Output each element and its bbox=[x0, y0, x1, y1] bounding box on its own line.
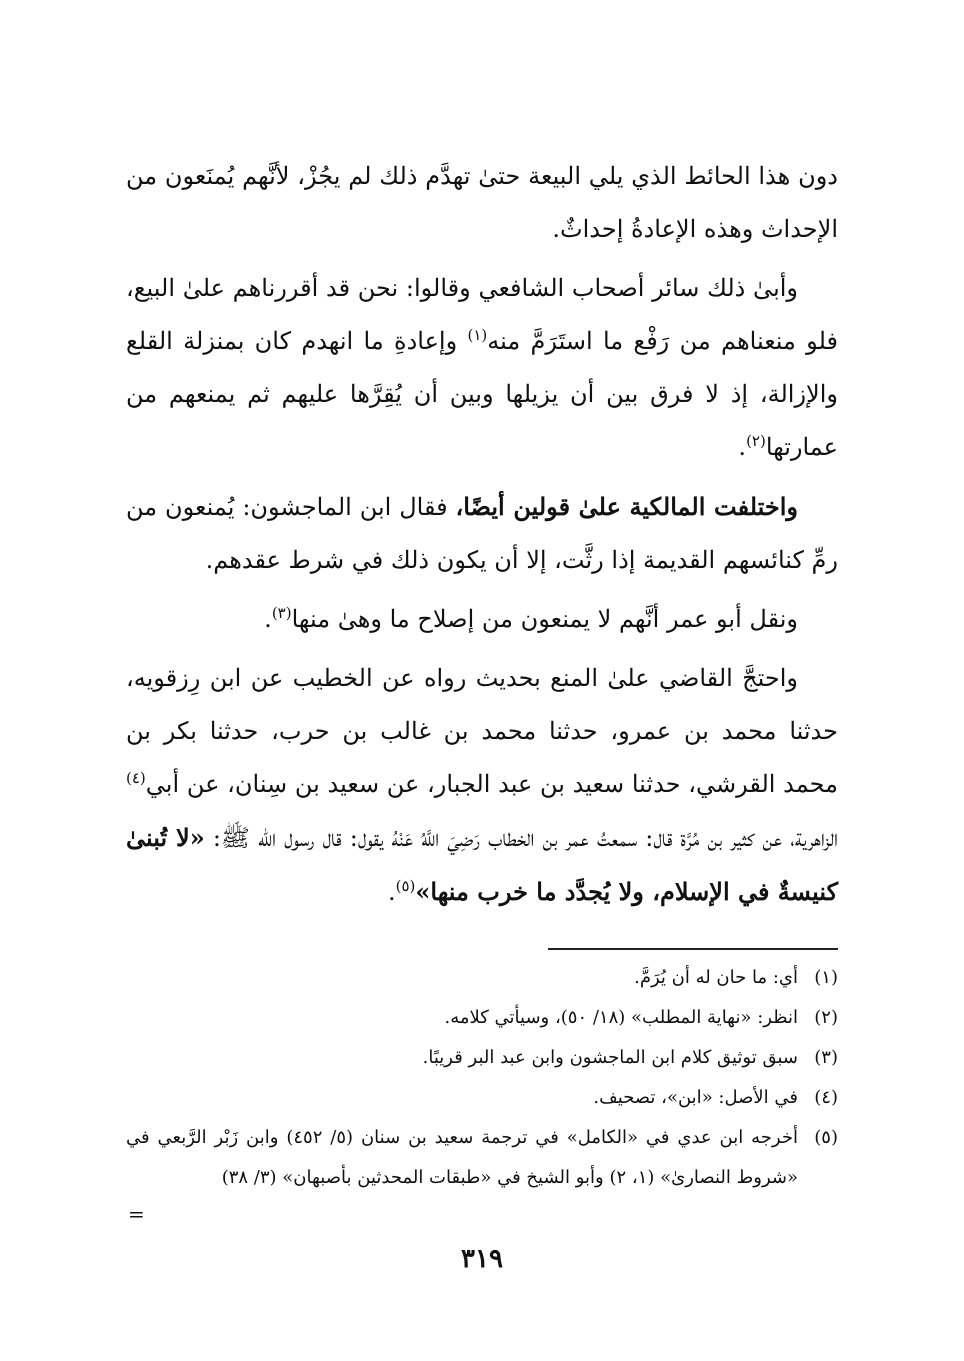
footnote-number: (١) bbox=[814, 967, 838, 988]
footnote-ref-4[interactable]: (٤) bbox=[126, 769, 146, 787]
page-number: ٣١٩ bbox=[461, 1244, 503, 1274]
paragraph-5-text-b: الزاهرية، عن كثير بن مُرَّة قال: سمعتُ عمر بن الخطاب رَضِيَ اللَّهُ عَنْهُ يقول: قال رسول الله ﷺ: bbox=[204, 824, 839, 852]
footnote-number: (٥) bbox=[814, 1127, 838, 1148]
paragraph-3-lead: واختلفت المالكية علىٰ قولين أيضًا، bbox=[455, 492, 798, 521]
footnote-2 bbox=[126, 998, 838, 1038]
footnotes-section bbox=[126, 958, 838, 1198]
footnote-number: (٤) bbox=[814, 1087, 838, 1108]
footnote-ref-1[interactable]: (١) bbox=[467, 326, 488, 344]
footnote-text: أي: ما حان له أن يُرَمَّ. bbox=[634, 967, 798, 988]
main-text bbox=[126, 150, 838, 925]
paragraph-5 bbox=[126, 652, 838, 919]
footnote-ref-5[interactable]: (٥) bbox=[395, 877, 416, 895]
footnote-divider bbox=[548, 948, 838, 950]
paragraph-1 bbox=[126, 150, 838, 256]
footnote-number: (٢) bbox=[814, 1007, 838, 1028]
paragraph-2-text-c: . bbox=[738, 433, 747, 461]
footnote-text: في الأصل: «ابن»، تصحيف. bbox=[593, 1087, 798, 1108]
paragraph-5-text-a: واحتجَّ القاضي علىٰ المنع بحديث رواه عن الخطيب عن ابن رِزقويه، حدثنا محمد بن عمرو، حدثنا محمد بن غالب بن حرب، حدثنا بكر بن محمد القرشي، حدثنا سعيد بن عبد الجبار، عن سعيد بن سِنان، عن أبي bbox=[126, 664, 838, 798]
footnote-4 bbox=[126, 1078, 838, 1118]
paragraph-4-text-b: . bbox=[264, 605, 272, 633]
paragraph-1-text: دون هذا الحائط الذي يلي البيعة حتىٰ تهدَّم ذلك لم يجُزْ، لأنَّهم يُمنَعون من الإحداث وهذه الإعادةُ إحداثٌ. bbox=[126, 162, 838, 243]
footnote-5 bbox=[126, 1118, 838, 1198]
footnote-text: سبق توثيق كلام ابن الماجشون وابن عبد البر قريبًا. bbox=[422, 1047, 798, 1068]
paragraph-4 bbox=[126, 593, 838, 646]
paragraph-3 bbox=[126, 480, 838, 587]
footnote-ref-2[interactable]: (٢) bbox=[746, 432, 766, 450]
footnote-text: انظر: «نهاية المطلب» (١٨/ ٥٠)، وسيأتي كلامه. bbox=[444, 1007, 798, 1028]
footnote-3 bbox=[126, 1038, 838, 1078]
paragraph-4-text-a: ونقل أبو عمر أنَّهم لا يمنعون من إصلاح ما وهىٰ منها bbox=[291, 605, 798, 633]
hadith-quote: «لا تُبنىٰ كنيسةٌ في الإسلام، ولا يُجدَّد ما خرب منها» bbox=[126, 823, 838, 906]
footnote-text: أخرجه ابن عدي في «الكامل» في ترجمة سعيد بن سنان (٥/ ٤٥٢) وابن زَبْر الرَّبعي في «شروط النصارىٰ» (١، ٢) وأبو الشيخ في «طبقات المحدثين بأصبهان» (٣/ ٣٨) bbox=[126, 1127, 798, 1188]
paragraph-2 bbox=[126, 262, 838, 474]
paragraph-3-text: فقال ابن الماجشون: يُمنعون من رمِّ كنائسهم القديمة إذا رثَّت، إلا أن يكون ذلك في شرط عقدهم. bbox=[126, 493, 838, 574]
paragraph-2-text-b: وإعادةِ ما انهدم كان بمنزلة القلع والإزالة، إذ لا فرق بين أن يزيلها وبين أن يُقِرَّها عليهم ثم يمنعهم من عمارتها bbox=[126, 327, 838, 461]
paragraph-5-text-c: . bbox=[387, 878, 396, 906]
footnote-ref-3[interactable]: (٣) bbox=[271, 604, 292, 622]
paragraph-2-text-a: وأبىٰ ذلك سائر أصحاب الشافعي وقالوا: نحن قد أقررناهم علىٰ البيع، فلو منعناهم من رَفْع ما استَرَمَّ منه bbox=[126, 274, 838, 355]
footnote-1 bbox=[126, 958, 838, 998]
continuation-mark: = bbox=[128, 1202, 145, 1226]
footnote-number: (٣) bbox=[814, 1047, 838, 1068]
